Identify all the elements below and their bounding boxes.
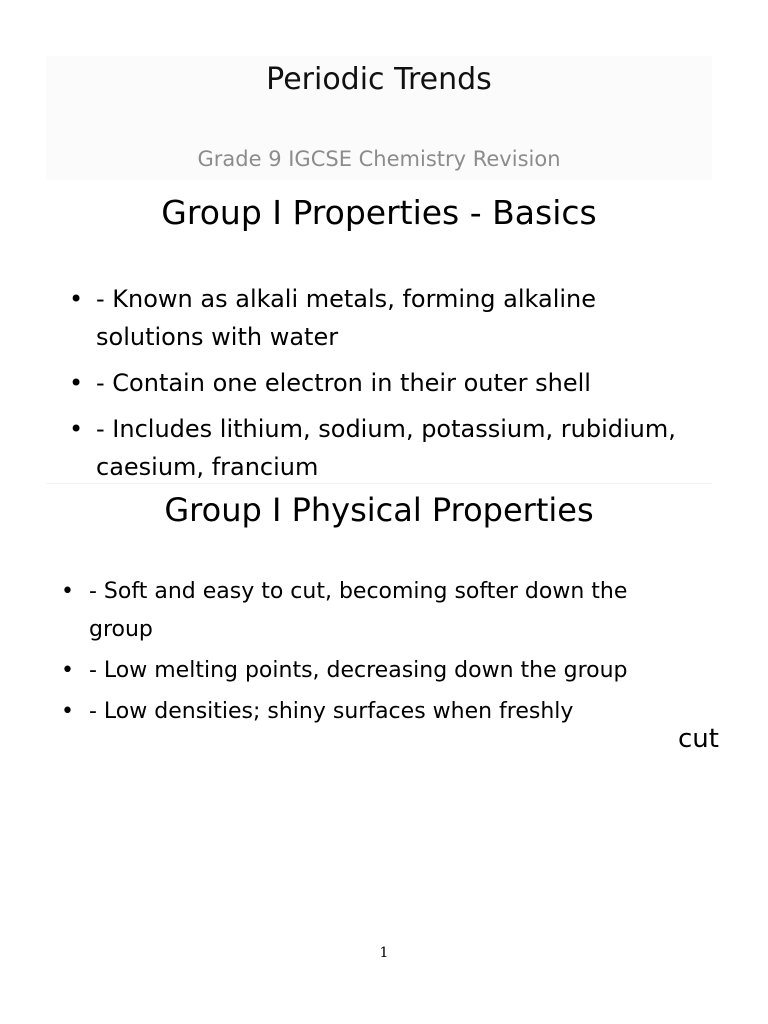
bullet-item — [46, 693, 686, 731]
overflow-text: cut — [678, 724, 719, 754]
bullet-item — [46, 280, 696, 356]
slide-heading: Group I Physical Properties — [164, 491, 594, 529]
slide-group-i-basics — [46, 180, 712, 484]
bullet-dot-icon: • — [61, 658, 74, 683]
bullet-text: - Low densities; shiny surfaces when freshly — [89, 699, 574, 724]
title-band — [46, 56, 712, 180]
bullet-item — [46, 364, 696, 402]
bullet-item — [46, 573, 686, 649]
bullet-dot-icon: • — [69, 285, 84, 313]
page-number: 1 — [379, 945, 389, 961]
bullet-dot-icon: • — [61, 699, 74, 724]
bullet-text: - Known as alkali metals, forming alkaline solutions with water — [96, 285, 597, 351]
bullet-text: - Includes lithium, sodium, potassium, rubidium, caesium, francium — [96, 415, 676, 481]
bullet-dot-icon: • — [69, 369, 84, 397]
slide-heading: Group I Properties - Basics — [161, 193, 597, 232]
bullet-item — [46, 652, 686, 690]
slide-group-i-physical — [46, 484, 712, 804]
bullet-list — [46, 280, 696, 494]
bullet-text: - Low melting points, decreasing down the group — [89, 658, 628, 683]
bullet-list — [46, 573, 686, 734]
bullet-item — [46, 410, 696, 486]
document-subtitle: Grade 9 IGCSE Chemistry Revision — [197, 147, 561, 171]
bullet-dot-icon: • — [61, 579, 74, 604]
bullet-text: - Contain one electron in their outer shell — [96, 369, 591, 397]
bullet-text: - Soft and easy to cut, becoming softer down the group — [89, 579, 628, 642]
document-title: Periodic Trends — [266, 62, 492, 97]
bullet-dot-icon: • — [69, 415, 84, 443]
